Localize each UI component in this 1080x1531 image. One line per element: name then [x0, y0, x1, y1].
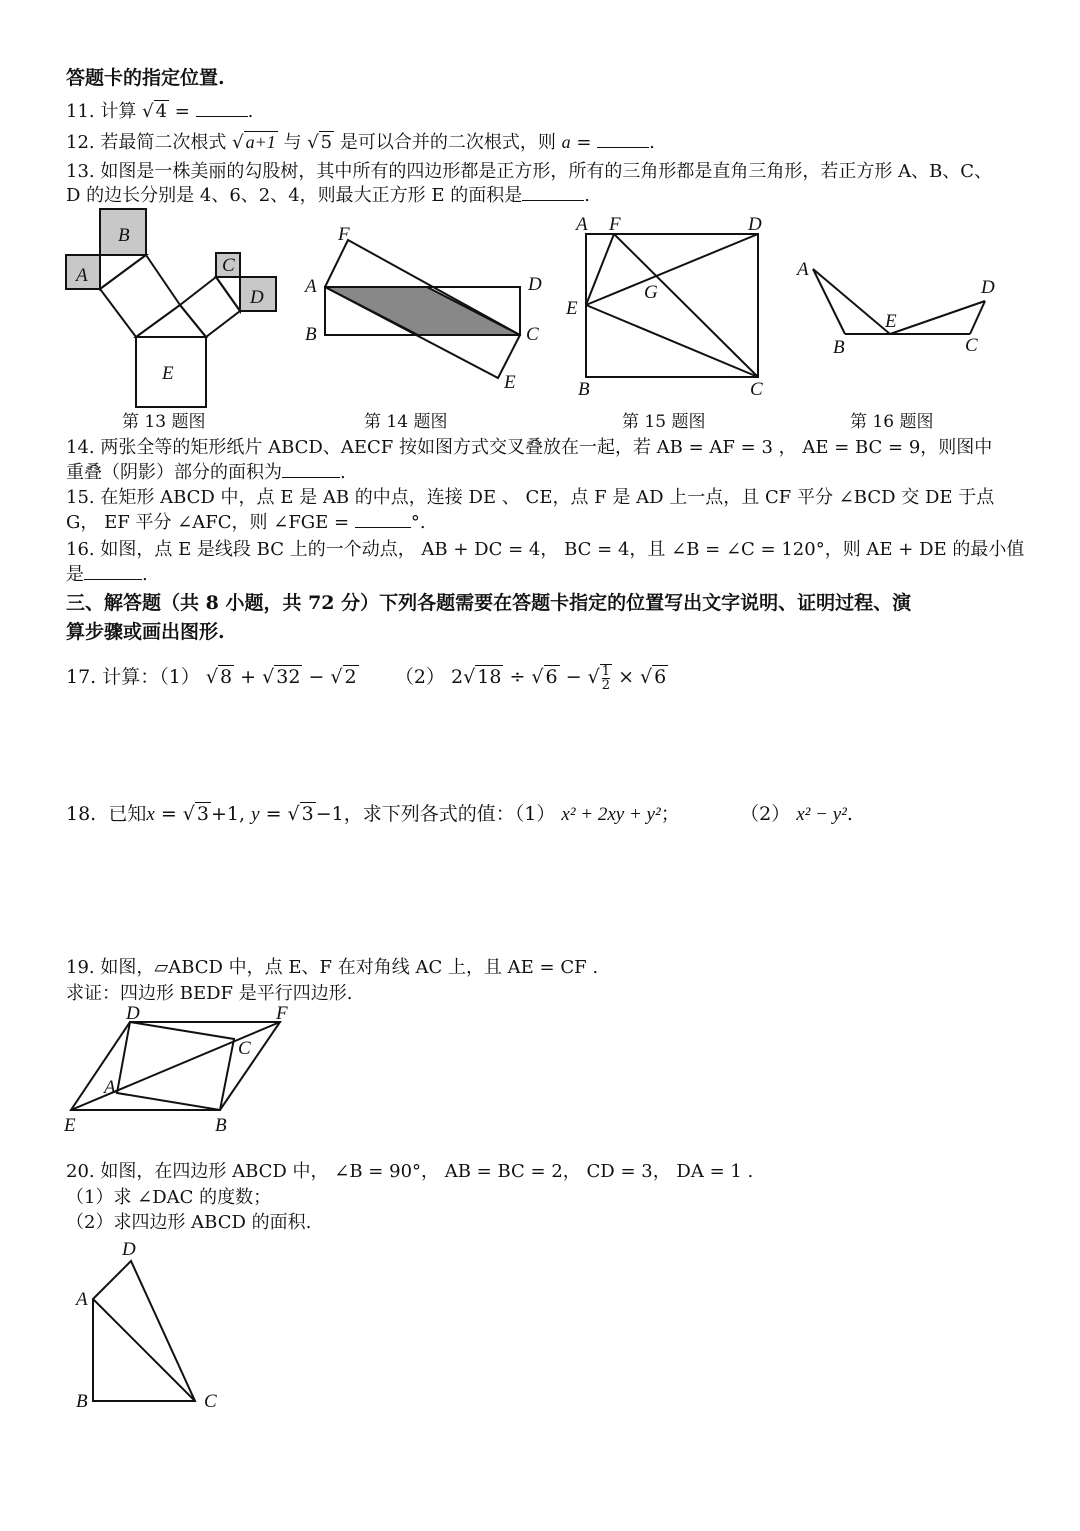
fig16-caption: 第 16 题图	[850, 412, 934, 432]
q18-part2: （2）	[740, 803, 791, 825]
question-20-line3: （2）求四边形 ABCD 的面积.	[66, 1212, 312, 1233]
fig14-label-a: A	[305, 276, 317, 297]
figure-20	[70, 1235, 240, 1420]
fig19-label-c: C	[238, 1038, 251, 1059]
fig13-caption: 第 13 题图	[122, 412, 206, 432]
q18-text: 已知	[108, 803, 147, 825]
fig19-label-f: F	[276, 1003, 288, 1024]
question-12: 12. 若最简二次根式 √ a+1 与 √ 5 是可以合并的二次根式，则 a = .	[66, 132, 655, 153]
q12-radicand-2: 5	[320, 132, 333, 153]
q17-op-minus-2: −	[565, 666, 582, 688]
question-13-line1: 13. 如图是一株美丽的勾股树，其中所有的四边形都是正方形，所有的三角形都是直角三角形，若正方形 A、B、C、	[66, 161, 993, 182]
q17-radicand-6b: 6	[654, 666, 667, 688]
fig20-diagonal-ac	[93, 1299, 195, 1401]
fig13-label-b: B	[118, 225, 130, 246]
fig15-line-ed	[586, 234, 758, 305]
question-17: 17. 计算：（1） √ 8 + √ 32 − √ 2 （2） 2√ 18 ÷ √ 6 − √ $\frac{1}{2}$ × √ 6	[66, 664, 667, 693]
fig15-line-ec	[586, 305, 758, 377]
q12-var: a	[561, 132, 571, 152]
fig14-label-d: D	[528, 274, 542, 295]
q17-part2: （2）	[394, 666, 445, 688]
fig19-label-b: B	[215, 1115, 227, 1136]
q16-answer-blank[interactable]	[84, 563, 142, 580]
q18-number: 18.	[66, 803, 97, 825]
q18-var-x: x	[146, 804, 155, 825]
fig20-label-a: A	[76, 1289, 88, 1310]
q18-radicand-2: 3	[301, 803, 314, 825]
fig20-label-d: D	[122, 1239, 136, 1260]
question-14-line1: 14. 两张全等的矩形纸片 ABCD、AECF 按如图方式交叉叠放在一起，若 AB = AF = 3 ， AE = BC = 9，则图中	[66, 437, 993, 458]
fig16-line-ab	[813, 269, 845, 334]
q11-number: 11.	[66, 101, 95, 122]
fig14-shaded-overlap	[325, 287, 520, 335]
q11-text: 计算	[100, 101, 137, 122]
fig20-label-c: C	[204, 1391, 217, 1412]
figure-16	[795, 255, 1015, 435]
fig14-label-c: C	[526, 324, 539, 345]
fig14-label-f: F	[338, 224, 350, 245]
question-20-line2: （1）求 ∠DAC 的度数；	[66, 1187, 272, 1208]
q14-end: .	[340, 462, 346, 483]
q12-equals: =	[576, 132, 592, 153]
fig13-triangle-top	[136, 305, 206, 337]
question-18: 18. 已知x = √ 3 +1, y = √ 3 −1，求下列各式的值：（1） x² + 2xy + y²； （2） x² − y².	[66, 803, 853, 825]
fig16-label-e: E	[885, 311, 897, 332]
fig15-label-f: F	[609, 214, 621, 235]
q12-end: .	[649, 132, 655, 153]
fig15-label-e: E	[566, 298, 578, 319]
q13-end: .	[584, 185, 590, 206]
q12-text-2: 是可以合并的二次根式，则	[339, 132, 556, 153]
fig13-label-c: C	[222, 255, 235, 276]
fig19-label-a: A	[104, 1077, 116, 1098]
section-3-title: 三、解答题（共 8 小题，共 72 分）下列各题需要在答题卡指定的位置写出文字说明、证明过程、演	[66, 592, 912, 614]
q17-coef: 2	[451, 666, 464, 688]
q17-radicand-32: 32	[276, 666, 301, 688]
q15-answer-blank[interactable]	[355, 511, 411, 528]
q17-text: 计算：（1）	[102, 666, 200, 688]
fig15-label-d: D	[748, 214, 762, 235]
q17-fraction	[600, 664, 612, 692]
fig16-line-de	[890, 301, 985, 334]
fig16-label-c: C	[965, 335, 978, 356]
fig15-label-a: A	[576, 214, 588, 235]
q12-text: 若最简二次根式	[100, 132, 227, 153]
fig19-label-e: E	[64, 1115, 76, 1136]
q14-text: 重叠（阴影）部分的面积为	[66, 462, 282, 483]
fig19-label-d: D	[126, 1003, 140, 1024]
figure-15	[562, 212, 782, 435]
fig15-line-fc	[614, 234, 758, 377]
fig16-label-d: D	[981, 277, 995, 298]
fig13-label-e: E	[162, 363, 174, 384]
question-11: 11. 计算 √ 4 = .	[66, 101, 254, 122]
question-16-line2	[66, 563, 148, 587]
q12-answer-blank[interactable]	[597, 131, 649, 148]
q18-eq: =	[160, 803, 177, 825]
fig13-square-mid-left	[100, 255, 180, 337]
q11-equals: =	[174, 101, 190, 122]
fig15-label-c: C	[750, 379, 763, 400]
q18-eq-2: =	[265, 803, 282, 825]
fig15-label-g: G	[644, 282, 658, 303]
figure-14	[300, 220, 550, 435]
q11-answer-blank[interactable]	[196, 100, 248, 117]
question-15-line1: 15. 在矩形 ABCD 中，点 E 是 AB 的中点，连接 DE 、 CE，点 F 是 AD 上一点，且 CF 平分 ∠BCD 交 DE 于点	[66, 487, 995, 508]
fig20-quadrilateral	[93, 1261, 195, 1401]
fig16-label-b: B	[833, 337, 845, 358]
q12-radicand-1: a+1	[245, 132, 276, 152]
q17-radicand-6: 6	[545, 666, 558, 688]
fig19-diagonal-ef	[71, 1022, 280, 1110]
q18-plus-one: +1,	[210, 803, 246, 825]
q18-expr-1: x² + 2xy + y²	[561, 804, 661, 825]
q18-text-2: −1，求下列各式的值：（1）	[315, 803, 556, 825]
q17-fraction-num: 1	[601, 664, 611, 679]
fig15-rect-abcd	[586, 234, 758, 377]
q18-sep: ；	[660, 803, 680, 825]
fig15-caption: 第 15 题图	[622, 412, 706, 432]
fig13-label-a: A	[76, 265, 88, 286]
figure-13	[60, 205, 290, 435]
fig15-label-b: B	[578, 379, 590, 400]
fig14-caption: 第 14 题图	[364, 412, 448, 432]
q11-end: .	[247, 101, 254, 122]
q13-answer-blank[interactable]	[522, 184, 584, 201]
q16-text: 是	[66, 564, 84, 585]
q18-end: .	[846, 803, 853, 825]
q15-end: °.	[410, 512, 426, 533]
question-19-line1: 19. 如图，▱ABCD 中，点 E、F 在对角线 AC 上，且 AE = CF .	[66, 957, 599, 978]
q17-op-div: ÷	[509, 666, 526, 688]
q17-op-minus: −	[308, 666, 325, 688]
section-3-title-2: 算步骤或画出图形.	[66, 621, 225, 643]
q17-op-times: ×	[618, 666, 635, 688]
fig20-label-b: B	[76, 1391, 88, 1412]
q16-end: .	[142, 564, 148, 585]
q18-radicand-1: 3	[196, 803, 209, 825]
fig16-label-a: A	[797, 259, 809, 280]
q18-var-y: y	[251, 804, 260, 825]
fig14-label-b: B	[305, 324, 317, 345]
fig16-line-ae	[813, 269, 890, 334]
q17-op-plus: +	[240, 666, 257, 688]
q14-answer-blank[interactable]	[282, 461, 340, 478]
fig14-label-e: E	[504, 372, 516, 393]
q17-radicand-2: 2	[344, 666, 357, 688]
q13-text: D 的边长分别是 4、6、2、4，则最大正方形 E 的面积是	[66, 185, 523, 206]
question-14-line2	[66, 461, 346, 485]
q17-fraction-den: 2	[601, 678, 611, 693]
q12-mid: 与	[283, 132, 302, 153]
q18-expr-2: x² − y²	[796, 804, 847, 825]
fig13-label-d: D	[250, 287, 264, 308]
q15-text: G， EF 平分 ∠AFC，则 ∠FGE =	[66, 512, 350, 533]
section-header: 答题卡的指定位置.	[66, 67, 225, 89]
question-15-line2	[66, 511, 426, 535]
q17-radicand-8: 8	[220, 666, 233, 688]
figure-19	[60, 1005, 310, 1135]
question-19-line2: 求证：四边形 BEDF 是平行四边形.	[66, 983, 353, 1004]
q17-radicand-18: 18	[477, 666, 502, 688]
question-20-line1: 20. 如图，在四边形 ABCD 中， ∠B = 90°， AB = BC = 2， CD = 3， DA = 1 .	[66, 1161, 754, 1182]
question-16-line1: 16. 如图，点 E 是线段 BC 上的一个动点， AB + DC = 4， BC = 4，且 ∠B = ∠C = 120°，则 AE + DE 的最小值	[66, 539, 1025, 560]
q17-number: 17.	[66, 666, 97, 688]
q11-radicand: 4	[155, 101, 168, 122]
q12-number: 12.	[66, 132, 95, 153]
fig13-square-mid-right	[180, 277, 240, 337]
